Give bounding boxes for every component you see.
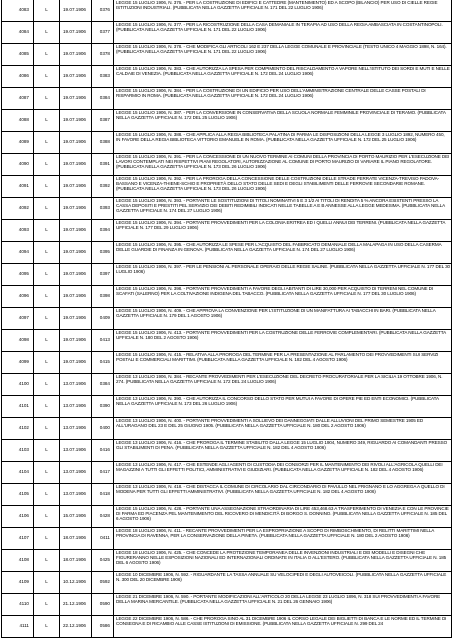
record-code: 0413 <box>92 330 114 351</box>
record-code: 0393 <box>92 198 114 219</box>
record-date: 13.07.1906 <box>60 440 92 461</box>
table-row <box>2 440 452 462</box>
record-type: L <box>34 22 60 43</box>
record-type: L <box>34 176 60 197</box>
record-description: LEGGE 21 DICEMBRE 1906, N. 590. - PORTANTE MODIFICAZIONI ALL'ARTICOLO 20 DELLA LEGGE 23 LUGLIO 1896, N. 318 SUI PROVVEDIMENTI A FAVORE DELLA MARINA MERCANTILE. (PUBBLICATA NELLA GAZZETTA UFFICIALE N. 21 DEL 26 GENNAIO 1906) <box>114 594 452 615</box>
record-code: 0425 <box>92 550 114 571</box>
table-row <box>2 132 452 154</box>
record-number: 4110 <box>2 594 34 615</box>
record-description: LEGGE 15 LUGLIO 1906, N. 384. - PER LA COSTRUZIONE DI UN EDIFICIO PER USO DELL'AMMINISTRAZIONE CENTRALE DELLE CASSE POSTALI DI RISPARMIO IN ROMA. (PUBBLICATA NELLA GAZZETTA UFFICIALE N. 172 DEL 24 LUGLIO 1906) <box>114 88 452 109</box>
record-type: L <box>34 0 60 21</box>
record-description: LEGGE 15 LUGLIO 1906, N. 377. - PER LA RICOSTRUZIONE DELLA CASA DEMANIALE IN TERAPIA AD USO DELLA REGIA AMBASCIATA IN COSTANTINOPOLI. (PUBBLICATA NELLA GAZZETTA UFFICIALE N. 171 DEL 22 LUGLIO 1906) <box>114 22 452 43</box>
record-number: 4096 <box>2 286 34 307</box>
record-number: 4090 <box>2 154 34 175</box>
record-number: 4087 <box>2 88 34 109</box>
record-date: 19.07.1906 <box>60 66 92 87</box>
record-code: 0592 <box>92 572 114 593</box>
record-number: 4104 <box>2 462 34 483</box>
record-number: 4092 <box>2 198 34 219</box>
record-number: 4107 <box>2 528 34 549</box>
record-type: L <box>34 154 60 175</box>
record-type: L <box>34 440 60 461</box>
record-date: 19.07.1906 <box>60 0 92 21</box>
record-description: LEGGE 15 LUGLIO 1906, N. 378. - CHE MODIFICA GLI ARTICOLI 162 E 237 DELLA LEGGE COMUNALE E PROVINCIALE (TESTO UNICO 4 MAGGIO 1898, N. 164). (PUBBLICATA NELLA GAZZETTA UFFICIALE N. 171 DEL 22 LUGLIO 1906) <box>114 44 452 65</box>
record-code: 0383 <box>92 66 114 87</box>
record-description: LEGGE 15 LUGLIO 1906, N. 388. - CHE APPLICA ALLA REGIA BIBLIOTECA PALATINA DI PARMA LE DISPOSIZIONI DELLA LEGGE 3 LUGLIO 1892, NUMERO 450, IN FAVORE DELLA REGIA BIBLIOTECA VITTORIO EMANUELE IN ROMA. (PUBBLICATA NELLA GAZZETTA UFFICIALE N. 172 DEL 25 LUGLIO 1906) <box>114 132 452 153</box>
record-date: 19.07.1906 <box>60 264 92 285</box>
record-code: 0388 <box>92 132 114 153</box>
record-date: 19.07.1906 <box>60 110 92 131</box>
table-row <box>2 616 452 638</box>
record-type: L <box>34 374 60 395</box>
record-type: L <box>34 616 60 637</box>
record-description: LEGGE 13 LUGLIO 1906, N. 417. - CHE ESTENDE AGLI AGENTI DI CUSTODIA DEI CONSORZI PER IL MANTENIMENTO DEI RIVOLI ALL'AGRICOLA QUELLI DEI MAGAZZINI A TUTTI GLI EFFETTI POLITICI, AMMINISTRATIVI E GIUDIZIARI. (PUBBLICATA NELLA GAZZETTA UFFICIALE N. 182 DEL 4 AGOSTO 1906) <box>114 462 452 483</box>
table-row <box>2 44 452 66</box>
record-number: 4099 <box>2 352 34 373</box>
record-date: 19.07.1906 <box>60 22 92 43</box>
table-row <box>2 528 452 550</box>
record-date: 19.07.1906 <box>60 286 92 307</box>
table-row <box>2 0 452 22</box>
record-type: L <box>34 308 60 329</box>
record-number: 4089 <box>2 132 34 153</box>
table-row <box>2 176 452 198</box>
record-number: 4091 <box>2 176 34 197</box>
table-row <box>2 308 452 330</box>
record-description: LEGGE 15 LUGLIO 1906, N. 413. - PORTANTE PROVVEDIMENTI PER LA COSTRUZIONE DELLE FERROVIE COMPLEMENTARI. (PUBBLICATA NELLA GAZZETTA UFFICIALE N. 180 DEL 2 AGOSTO 1906) <box>114 330 452 351</box>
record-description: LEGGE 15 LUGLIO 1906, N. 376. - PER LA COSTRUZIONE DI EDIFICI E CATTEDRE (MANTENIMENTO) ED A SCOPO (BILANCIO) PER USO DI CIELLE REGIE ISTITUZIONI INDUSTRIALI. (PUBBLICATA NELLA GAZZETTA UFFICIALE N. 171 DEL 22 LUGLIO 1906) <box>114 0 452 21</box>
table-row <box>2 154 452 176</box>
record-description: LEGGE 13 LUGLIO 1906, N. 384. - RECANTE PROVVEDIMENTI PER L'ESECUZIONE DEL DECRETO PROCURATORIALE PER LA SICILIA 19 OTTOBRE 1906, N. 274. (PUBBLICATA NELLA GAZZETTA UFFICIALE N. 172 DEL 24 LUGLIO 1906) <box>114 374 452 395</box>
record-type: L <box>34 528 60 549</box>
record-number: 4109 <box>2 572 34 593</box>
table-row <box>2 484 452 506</box>
record-number: 4102 <box>2 418 34 439</box>
table-row <box>2 352 452 374</box>
law-register-table <box>1 0 452 638</box>
record-number: 4086 <box>2 66 34 87</box>
table-row <box>2 110 452 132</box>
record-type: L <box>34 594 60 615</box>
table-row <box>2 198 452 220</box>
record-date: 15.07.1906 <box>60 506 92 527</box>
record-date: 19.07.1906 <box>60 220 92 241</box>
table-row <box>2 330 452 352</box>
record-description: LEGGE 15 LUGLIO 1906, N. 392. - PER LA PROROGA DELLA CONCESSIONE DELLE COSTRUZIONI DELLE STRADE FERRATE VICENZA-TREVISO PADOVA-BASSANO E VICENZA-THIENE-SCHIO E PROPRIETÀ DELLO STATO DELLE SEDI E DEGLI STABILIMENTI DELLE FERROVIE SECONDARIE ROMANE. (PUBBLICATA NELLA GAZZETTA UFFICIALE N. 173 DEL 26 LUGLIO 1906) <box>114 176 452 197</box>
record-description: LEGGE 15 LUGLIO 1906, N. 428. - PORTANTE UNA ASSEGNAZIONE STRAORDINARIA DI LIRE 453,468.63 A TRASFERIMENTO DI VENEZIA E CON LE PROVINCIE DI PARMA ED PIACENZA PEL MANTENIMENTO DEL RICOVERO DI MENDICITÀ DI BORGO S. DONNINO. (PUBBLICATA NELLA GAZZETTA UFFICIALE N. 185 DEL 6 AGOSTO 1906) <box>114 506 452 527</box>
record-code: 0384 <box>92 88 114 109</box>
record-number: 4111 <box>2 616 34 637</box>
record-type: L <box>34 506 60 527</box>
record-code: 0416 <box>92 440 114 461</box>
record-description: LEGGE 18 LUGLIO 1906, N. 425. - CHE CONCEDE LA PROTEZIONE TEMPORANEA DELLE INVENZIONI INDUSTRIALI E DEI MODELLI E DISEGNI CHE FIGURERANNO NELLE ESPOSIZIONI NAZIONALI ED INTERNAZIONALI ORDINATE IN ITALIA O ALL'ESTERO. (PUBBLICATA NELLA GAZZETTA UFFICIALE N. 185 DEL 6 AGOSTO 1906) <box>114 550 452 571</box>
record-number: 4105 <box>2 484 34 505</box>
record-code: 0390 <box>92 396 114 417</box>
record-description: LEGGE 15 LUGLIO 1906, N. 394. - PORTANTE PROVVEDIMENTI PER LA COLONIA ERITREA ED I QUELLI ANNUI DEI TERRENI. (PUBBLICATA NELLA GAZZETTA UFFICIALE N. 177 DEL 29 LUGLIO 1906) <box>114 220 452 241</box>
table-row <box>2 374 452 396</box>
record-number: 4095 <box>2 264 34 285</box>
record-number: 4093 <box>2 220 34 241</box>
record-code: 0428 <box>92 506 114 527</box>
record-description: LEGGE 15 LUGLIO 1906, N. 393. - PORTANTE LE SOSTITUZIONI DI TITOLI NOMINATIVI 5 E 3 1/2 AI TITOLI DI RENDITA 5 % ANCORA ESISTENTI PRESSO LA CASSA DEPOSITI E PRESTITI PEL SERVIZIO DEI DEBITI REDIMIBILI INDICATI NELLE TABELLE A E B ANNESSE ALLA LEGGE MEDESIMA. (PUBBLICATA NELLA GAZZETTA UFFICIALE N. 174 DEL 27 LUGLIO 1906) <box>114 198 452 219</box>
record-date: 19.07.1906 <box>60 198 92 219</box>
record-date: 10.12.1906 <box>60 572 92 593</box>
record-date: 19.07.1906 <box>60 352 92 373</box>
record-type: L <box>34 550 60 571</box>
record-description: LEGGE 22 DICEMBRE 1906, N. 586. - CHE PROROGA SINO AL 31 DICEMBRE 1906 IL CORSO LEGALE DEI BIGLIETTI DI BANCA E LE NORME ED IL TERMINE DI CONSEGNA E DI RICAMBIO ALLE CASSE ISTITUZIONI DI EMISSIONE. (PUBBLICATA NELLA GAZZETTA UFFICIALE N. 299 DEL 24 <box>114 616 452 637</box>
record-code: 0417 <box>92 462 114 483</box>
record-number: 4084 <box>2 22 34 43</box>
record-number: 4101 <box>2 396 34 417</box>
record-number: 4094 <box>2 242 34 263</box>
record-type: L <box>34 132 60 153</box>
table-row <box>2 264 452 286</box>
record-type: L <box>34 330 60 351</box>
table-row <box>2 506 452 528</box>
table-row <box>2 88 452 110</box>
record-code: 0395 <box>92 242 114 263</box>
record-date: 19.07.1906 <box>60 88 92 109</box>
record-type: L <box>34 572 60 593</box>
record-number: 4097 <box>2 308 34 329</box>
record-description: LEGGE 15 LUGLIO 1906, N. 409. - CHE APPROVA LA CONVENZIONE PER L'ISTITUZIONE DI UN MANIFATTURA AI TABACCHI IN BARI. (PUBBLICATA NELLA GAZZETTA UFFICIALE N. 179 DEL 1 AGOSTO 1906) <box>114 308 452 329</box>
record-description: LEGGE 18 LUGLIO 1906, N. 411. - RECANTE PROVVEDIMENTI PER LA ESPROPRIAZIONE A SCOPO DI RIMBOSCHIMENTO, DI RELITTI MARITTIMI NELLA PROVINCIA DI RAVENNA, PER LA CONSERVAZIONE DELLA PINETA. (PUBBLICATA NELLA GAZZETTA UFFICIALE N. 180 DEL 2 AGOSTO 1906) <box>114 528 452 549</box>
table-row <box>2 550 452 572</box>
record-code: 0392 <box>92 176 114 197</box>
record-code: 0377 <box>92 22 114 43</box>
record-description: LEGGE 15 LUGLIO 1906, N. 397. - PER LE PENSIONI AL PERSONALE OPERAIO DELLE REGIE SALINE. (PUBBLICATA NELLA GAZZETTA UFFICIALE N. 177 DEL 30 LUGLIO 1906) <box>114 264 452 285</box>
record-date: 18.07.1906 <box>60 550 92 571</box>
record-type: L <box>34 220 60 241</box>
record-type: L <box>34 352 60 373</box>
record-description: LEGGE 15 LUGLIO 1906, N. 415. - RELATIVA ALLA PROROGA DEL TERMINE PER LA PRESENTAZIONE AL PARLAMENTO DEI PROVVEDIMENTI SUI SERVIZI POSTALI E COMMERCIALI MARITTIMI. (PUBBLICATA NELLA GAZZETTA UFFICIALE N. 182 DEL 4 AGOSTO 1906) <box>114 352 452 373</box>
record-number: 4106 <box>2 506 34 527</box>
record-code: 0400 <box>92 418 114 439</box>
record-code: 0411 <box>92 528 114 549</box>
record-date: 19.07.1906 <box>60 154 92 175</box>
table-row <box>2 220 452 242</box>
record-code: 0590 <box>92 594 114 615</box>
record-type: L <box>34 242 60 263</box>
record-date: 13.07.1906 <box>60 418 92 439</box>
record-code: 0397 <box>92 264 114 285</box>
record-code: 0409 <box>92 308 114 329</box>
record-number: 4085 <box>2 44 34 65</box>
record-type: L <box>34 462 60 483</box>
record-code: 0398 <box>92 286 114 307</box>
table-row <box>2 242 452 264</box>
table-row <box>2 418 452 440</box>
record-type: L <box>34 44 60 65</box>
record-date: 13.07.1906 <box>60 484 92 505</box>
record-number: 4098 <box>2 330 34 351</box>
record-description: LEGGE 15 LUGLIO 1906, N. 395. - CHE AUTORIZZA LE SPESE PER L'ACQUISTO DEL FABBRICATO DEMANIALE DELLA MALAPAGA IN USO DELLA CASERMA DELLE GUARDIE DI FINANZA IN GENOVA. (PUBBLICATA NELLA GAZZETTA UFFICIALE N. 174 DEL 27 LUGLIO 1906) <box>114 242 452 263</box>
record-date: 19.07.1906 <box>60 132 92 153</box>
table-row <box>2 22 452 44</box>
record-type: L <box>34 110 60 131</box>
record-date: 19.07.1906 <box>60 176 92 197</box>
record-code: 0384 <box>92 374 114 395</box>
record-description: LEGGE 10 DICEMBRE 1906, N. 592. - RIGUARDANTE LA TASSA ANNUALE SU VELOCIPEDI E DEGLI AUTOVEICOLI. (PUBBLICATA NELLA GAZZETTA UFFICIALE N. 300 DEL 20 DICEMBRE 1906) <box>114 572 452 593</box>
record-description: LEGGE 13 LUGLIO 1906, N. 390. - CHE AUTORIZZA IL CONCORSO DELLO STATO PER MUTUI A FAVORE DI OPERE PIE ED ENTI ECONOMICI. (PUBBLICATA NELLA GAZZETTA UFFICIALE N. 173 DEL 26 LUGLIO 1906) <box>114 396 452 417</box>
record-number: 4083 <box>2 0 34 21</box>
record-description: LEGGE 15 LUGLIO 1906, N. 398. - PORTANTE PROVVEDIMENTI A FAVORE DEGLI ABITANTI DI LIRE 30,000 PER ACQUISTO DI TERRENI NEL COMUNE DI SCAFATI (SALERNO) PER LA COLTIVAZIONE INDIGENA DEL TABACCO. (PUBBLICATA NELLA GAZZETTA UFFICIALE N. 177 DEL 30 LUGLIO 1906) <box>114 286 452 307</box>
record-description: LEGGE 15 LUGLIO 1906, N. 383. - CHE AUTORIZZA LA SPESA PER COMPIMENTO DEL RISCALDAMENTO A VAPORE NELL'ISTITUTO DEI SORDI E MUTI E NELLE CALDAIE DI VENEZIA. (PUBBLICATA NELLA GAZZETTA UFFICIALE N. 172 DEL 24 LUGLIO 1906) <box>114 66 452 87</box>
table-row <box>2 66 452 88</box>
record-date: 22.12.1906 <box>60 616 92 637</box>
record-date: 19.07.1906 <box>60 308 92 329</box>
table-row <box>2 286 452 308</box>
record-code: 0394 <box>92 220 114 241</box>
record-date: 21.12.1906 <box>60 594 92 615</box>
record-type: L <box>34 396 60 417</box>
record-code: 0378 <box>92 44 114 65</box>
record-date: 19.07.1906 <box>60 242 92 263</box>
table-row <box>2 594 452 616</box>
record-type: L <box>34 88 60 109</box>
record-number: 4108 <box>2 550 34 571</box>
record-type: L <box>34 484 60 505</box>
table-row <box>2 396 452 418</box>
record-description: LEGGE 13 LUGLIO 1906, N. 400. - PORTANTE PROVVEDIMENTI A SOLLIEVO DEI DANNEGGIATI DALLE ALLUVIONI DEL PRIMO SEMESTRE 1905 ED ALL'URAGANO DEL 23 E DEL 25 GIUGNO 1905. (PUBBLICATA NELLA GAZZETTA UFFICIALE N. 180 DEL 2 AGOSTO 1906) <box>114 418 452 439</box>
record-description: LEGGE 15 LUGLIO 1906, N. 387. - PER LA CONVERSIONE IN CONSERVATIVA DELLA SCUOLA NORMALE FEMMINILE PROVINCIALE DI TERAMO. (PUBBLICATA NELLA GAZZETTA UFFICIALE N. 172 DEL 25 LUGLIO 1906) <box>114 110 452 131</box>
record-code: 0418 <box>92 484 114 505</box>
table-row <box>2 462 452 484</box>
record-date: 18.07.1906 <box>60 528 92 549</box>
record-type: L <box>34 198 60 219</box>
record-type: L <box>34 286 60 307</box>
record-code: 0586 <box>92 616 114 637</box>
record-date: 13.07.1906 <box>60 374 92 395</box>
record-date: 19.07.1906 <box>60 44 92 65</box>
record-code: 0387 <box>92 110 114 131</box>
record-date: 13.07.1906 <box>60 396 92 417</box>
record-number: 4088 <box>2 110 34 131</box>
record-code: 0376 <box>92 0 114 21</box>
table-row <box>2 572 452 594</box>
record-description: LEGGE 13 LUGLIO 1906, N. 418. - CHE DISTACCA IL COMUNE DI CIRCOLARIO DAL CIRCONDARIO DI PAVULLO NEL FRIGNANO E LO AGGREGA A QUELLO DI MODENA PER TUTTI GLI EFFETTI AMMINISTRATIVI. (PUBBLICATA NELLA GAZZETTA UFFICIALE N. 182 DEL 4 AGOSTO 1906) <box>114 484 452 505</box>
record-description: LEGGE 13 LUGLIO 1906, N. 416. - CHE PROROGA IL TERMINE STABILITO DALLA LEGGE 15 LUGLIO 1904, NUMERO 349, RIGUARDO AI COMANDANTI PRESSO GLI STABILIMENTI DI PENA. (PUBBLICATA NELLA GAZZETTA UFFICIALE N. 182 DEL 4 AGOSTO 1906) <box>114 440 452 461</box>
record-number: 4100 <box>2 374 34 395</box>
record-type: L <box>34 66 60 87</box>
record-description: LEGGE 15 LUGLIO 1906, N. 391. - PER LA CONCESSIONE DI UN NUOVO TERMINE AI COMUNI DELLA PROVINCIA DI PORTO MAURIZIO PER L'ESECUZIONE DEI LAVORI CONTEMPLATI NEI RISPETTIVI PIANI REGOLATORI, AUTORIZZAZIONE AL COMUNE DI PORTO MAURIZIO DI VARIARE IL PIANO REGOLATORE. (PUBBLICATA NELLA GAZZETTA UFFICIALE N. 173 DEL 26 LUGLIO 1906) <box>114 154 452 175</box>
record-date: 13.07.1906 <box>60 462 92 483</box>
record-type: L <box>34 264 60 285</box>
record-code: 0391 <box>92 154 114 175</box>
record-code: 0415 <box>92 352 114 373</box>
record-type: L <box>34 418 60 439</box>
record-number: 4103 <box>2 440 34 461</box>
record-date: 19.07.1906 <box>60 330 92 351</box>
